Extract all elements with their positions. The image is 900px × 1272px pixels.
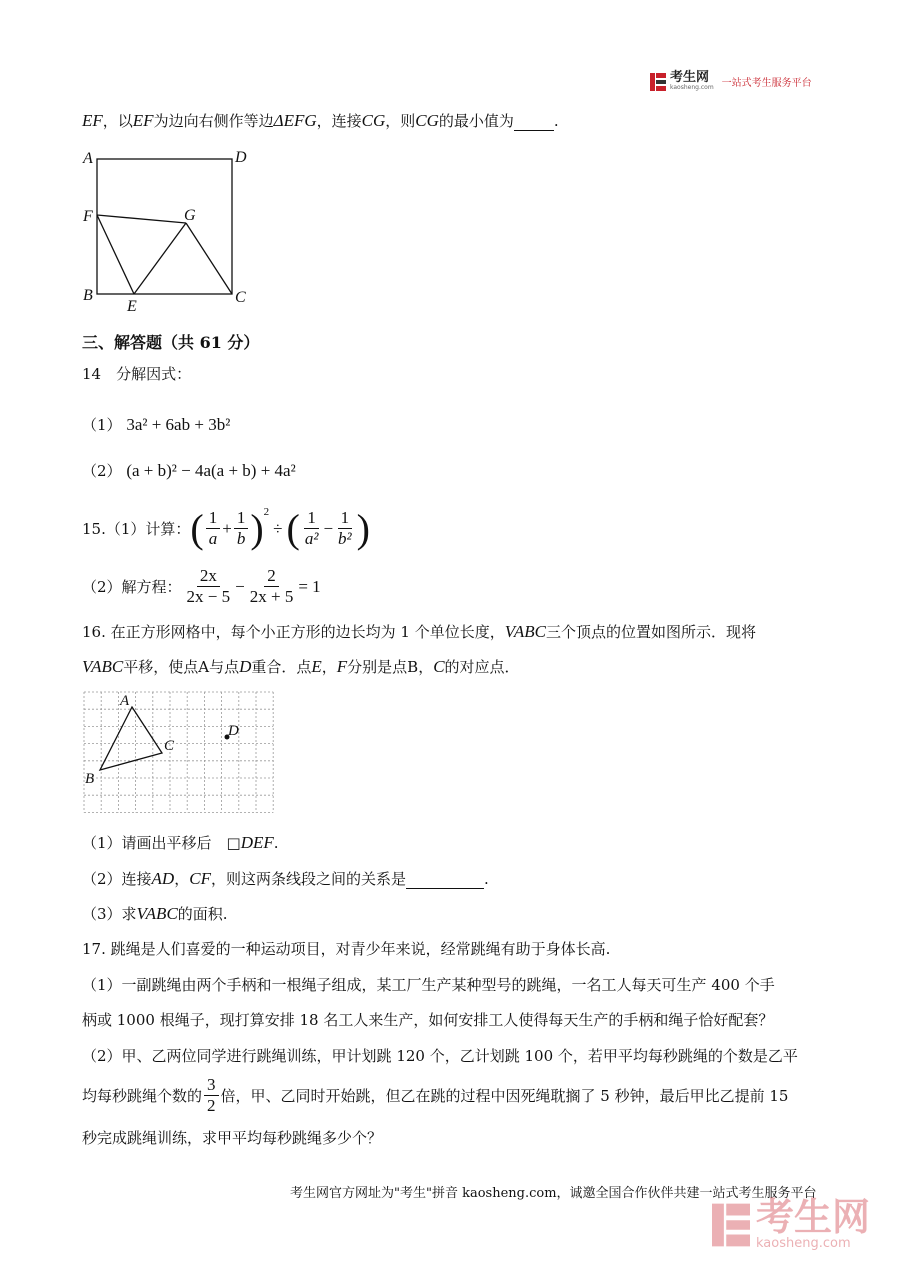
den-var: b² [338, 529, 352, 548]
brand-logo-icon [650, 73, 666, 91]
num: 1 [304, 508, 319, 529]
q16-l2b: 重合．点 [251, 658, 312, 676]
label-e: E [127, 298, 137, 315]
q14-p1-expr: 3a² + 6ab + 3b² [126, 415, 231, 434]
den [234, 529, 249, 549]
label-b: B [83, 287, 93, 304]
num: 1 [234, 508, 249, 529]
frac-1a2 [302, 508, 322, 549]
q13-ef: EF [82, 111, 103, 130]
den: 2x + 5 [249, 587, 294, 606]
q17-p2b-post: 倍，甲、乙同时开始跳，但乙在跳的过程中因死绳耽搁了 5 秒钟，最后甲比乙提前 15 [220, 1087, 789, 1105]
q13-t5: 的最小值为 [438, 112, 514, 130]
op-minus-eq: − [235, 576, 245, 596]
grid-label-a: A [120, 693, 130, 709]
q16-tri2: VABC [82, 657, 124, 676]
grid-label-d: D [228, 723, 239, 739]
grid-label-c: C [164, 738, 175, 754]
q16-p3-tri: VABC [136, 904, 178, 923]
q13-triangle: ΔEFG [273, 111, 317, 130]
den-var: a [208, 529, 218, 548]
op-minus: − [323, 518, 334, 538]
watermark [712, 1195, 871, 1251]
frac-eq1 [184, 566, 234, 607]
q16-p2-text: （2）连接 [82, 870, 152, 888]
brand-block [670, 72, 714, 91]
q13-figure-lines [97, 159, 232, 294]
q13-text [82, 110, 559, 131]
frac-1b [234, 508, 249, 549]
q14-part1 [82, 414, 230, 435]
square-abcd [97, 159, 232, 294]
q16-part2 [82, 868, 489, 889]
num: 1 [206, 508, 221, 529]
q13-t1: ，以 [102, 112, 133, 130]
frac-1a [206, 508, 221, 549]
q17-p1a: （1）一副跳绳由两个手柄和一根绳子组成，某工厂生产某种型号的跳绳，一名工人每天可生产 400 个手 [82, 976, 775, 994]
grid-label-b: B [85, 771, 95, 787]
label-c: C [235, 289, 246, 306]
q17-p2c: 秒完成跳绳训练，求甲平均每秒跳绳多少个？ [82, 1129, 383, 1147]
brand-name: 考生网 [670, 70, 710, 85]
q16-cf: CF [189, 869, 211, 888]
q13-cg1: CG [361, 111, 386, 130]
q15-p1-label: 15.（1）计算： [82, 520, 191, 538]
q16-p1-text: （1）请画出平移后 [82, 834, 227, 852]
num: 1 [338, 508, 353, 529]
q16-l1b: 三个顶点的位置如图所示．现将 [545, 623, 756, 641]
den: 2x − 5 [186, 587, 231, 606]
q16-ad: AD [151, 869, 175, 888]
grid-lines [84, 692, 273, 812]
q16-c: C [433, 657, 445, 676]
den-var: b [236, 529, 246, 548]
q17-p1b: 柄或 1000 根绳子，现打算安排 18 名工人来生产，如何安排工人使得每天生产的手柄和绳子恰好配套？ [82, 1011, 774, 1029]
q14-title: 14 分解因式： [82, 365, 192, 383]
q16-p3-text: （3）求 [82, 905, 137, 923]
q16-tri1: VABC [504, 622, 546, 641]
den: 2 [207, 1096, 216, 1115]
den-var: a² [304, 529, 319, 548]
paren-close: ) [250, 505, 264, 551]
watermark-name: 考生网 [756, 1195, 871, 1239]
q13-figure [80, 145, 260, 315]
q14-part2 [82, 460, 296, 481]
frac-1b2 [335, 508, 355, 549]
label-g: G [184, 207, 196, 224]
q16-d: D [239, 657, 252, 676]
num: 2 [264, 566, 279, 587]
label-d: D [235, 149, 247, 166]
q13-answer-blank [514, 112, 554, 131]
label-f: F [83, 208, 93, 225]
q15-part1 [82, 505, 370, 551]
q16-f: F [336, 657, 348, 676]
q14-p2-expr: (a + b)² − 4a(a + b) + 4a² [126, 461, 296, 480]
q16-p2c: ，则这两条线段之间的关系是 [210, 870, 406, 888]
segment-fg [97, 215, 186, 223]
q16-p1-tri: DEF [240, 833, 274, 852]
q16-p1-sym: □ [226, 834, 241, 852]
q13-ef2: EF [132, 111, 154, 130]
q16-line2 [82, 656, 520, 677]
num: 2x [197, 566, 220, 587]
watermark-url: kaosheng.com [756, 1236, 851, 1251]
q16-p3b: 的面积. [177, 905, 228, 923]
q17-line1: 17. 跳绳是人们喜爱的一种运动项目，对青少年来说，经常跳绳有助于身体长高. [82, 940, 611, 958]
q15-part2 [82, 566, 321, 607]
brand-url: kaosheng.com [670, 84, 714, 91]
segment-gc [186, 223, 232, 294]
q17-p2b-pre: 均每秒跳绳个数的 [82, 1087, 203, 1105]
den [206, 529, 221, 549]
q16-comma: ， [321, 658, 337, 676]
op-div: ÷ [273, 518, 283, 538]
q16-p2b: ， [174, 870, 190, 888]
section-title: 三、解答题（共 61 分） [82, 333, 260, 352]
brand-slogan: 一站式考生服务平台 [721, 78, 812, 89]
label-a: A [83, 150, 93, 167]
q16-answer-blank [406, 870, 484, 889]
q16-l2d: 的对应点． [444, 658, 520, 676]
paren-open: ( [190, 505, 204, 551]
watermark-logo-icon [712, 1203, 750, 1247]
op-plus: + [222, 518, 232, 538]
paren-close-2: ) [356, 505, 370, 551]
frac-eq2 [247, 566, 297, 607]
q16-e: E [311, 657, 322, 676]
q16-l2c: 分别是点B， [347, 658, 434, 676]
q17-p2b [82, 1075, 788, 1116]
q16-part3 [82, 903, 228, 924]
segment-eg [134, 223, 186, 294]
den [335, 529, 355, 549]
q16-l1a: 16. 在正方形网格中，每个小正方形的边长均为 1 个单位长度， [82, 623, 505, 641]
paren-open-2: ( [286, 505, 300, 551]
q16-line1 [82, 621, 756, 642]
q14-p2-label: （2） [82, 462, 122, 480]
q16-l2a: 平移，使点A与点 [123, 658, 240, 676]
q16-p2-end: . [483, 870, 489, 888]
exp-2: 2 [263, 506, 270, 518]
q13-t2: 为边向右侧作等边 [153, 112, 274, 130]
header-logo [650, 72, 812, 91]
q14-p1-label: （1） [82, 416, 122, 434]
num: 3 [204, 1075, 219, 1096]
eq-rhs: = 1 [298, 576, 321, 596]
segment-fe [97, 215, 134, 294]
den [302, 529, 322, 549]
q13-t3: ，连接 [316, 112, 362, 130]
q13-cg2: CG [415, 111, 439, 130]
q16-part1 [82, 832, 279, 853]
q15-p2-label: （2）解方程： [82, 578, 182, 596]
frac-three-halves [204, 1075, 219, 1116]
q13-end: . [553, 112, 559, 130]
q16-grid-figure [82, 690, 278, 820]
q13-t4: ，则 [385, 112, 416, 130]
watermark-text-block [756, 1195, 871, 1251]
q16-p1-end: . [273, 834, 279, 852]
q17-p2a: （2）甲、乙两位同学进行跳绳训练，甲计划跳 120 个，乙计划跳 100 个，若甲平均每秒跳绳的个数是乙平 [82, 1047, 798, 1065]
footer-text: 考生网官方网址为"考生"拼音 kaosheng.com，诚邀全国合作伙伴共建一站式考生服务平台 [290, 1186, 817, 1201]
